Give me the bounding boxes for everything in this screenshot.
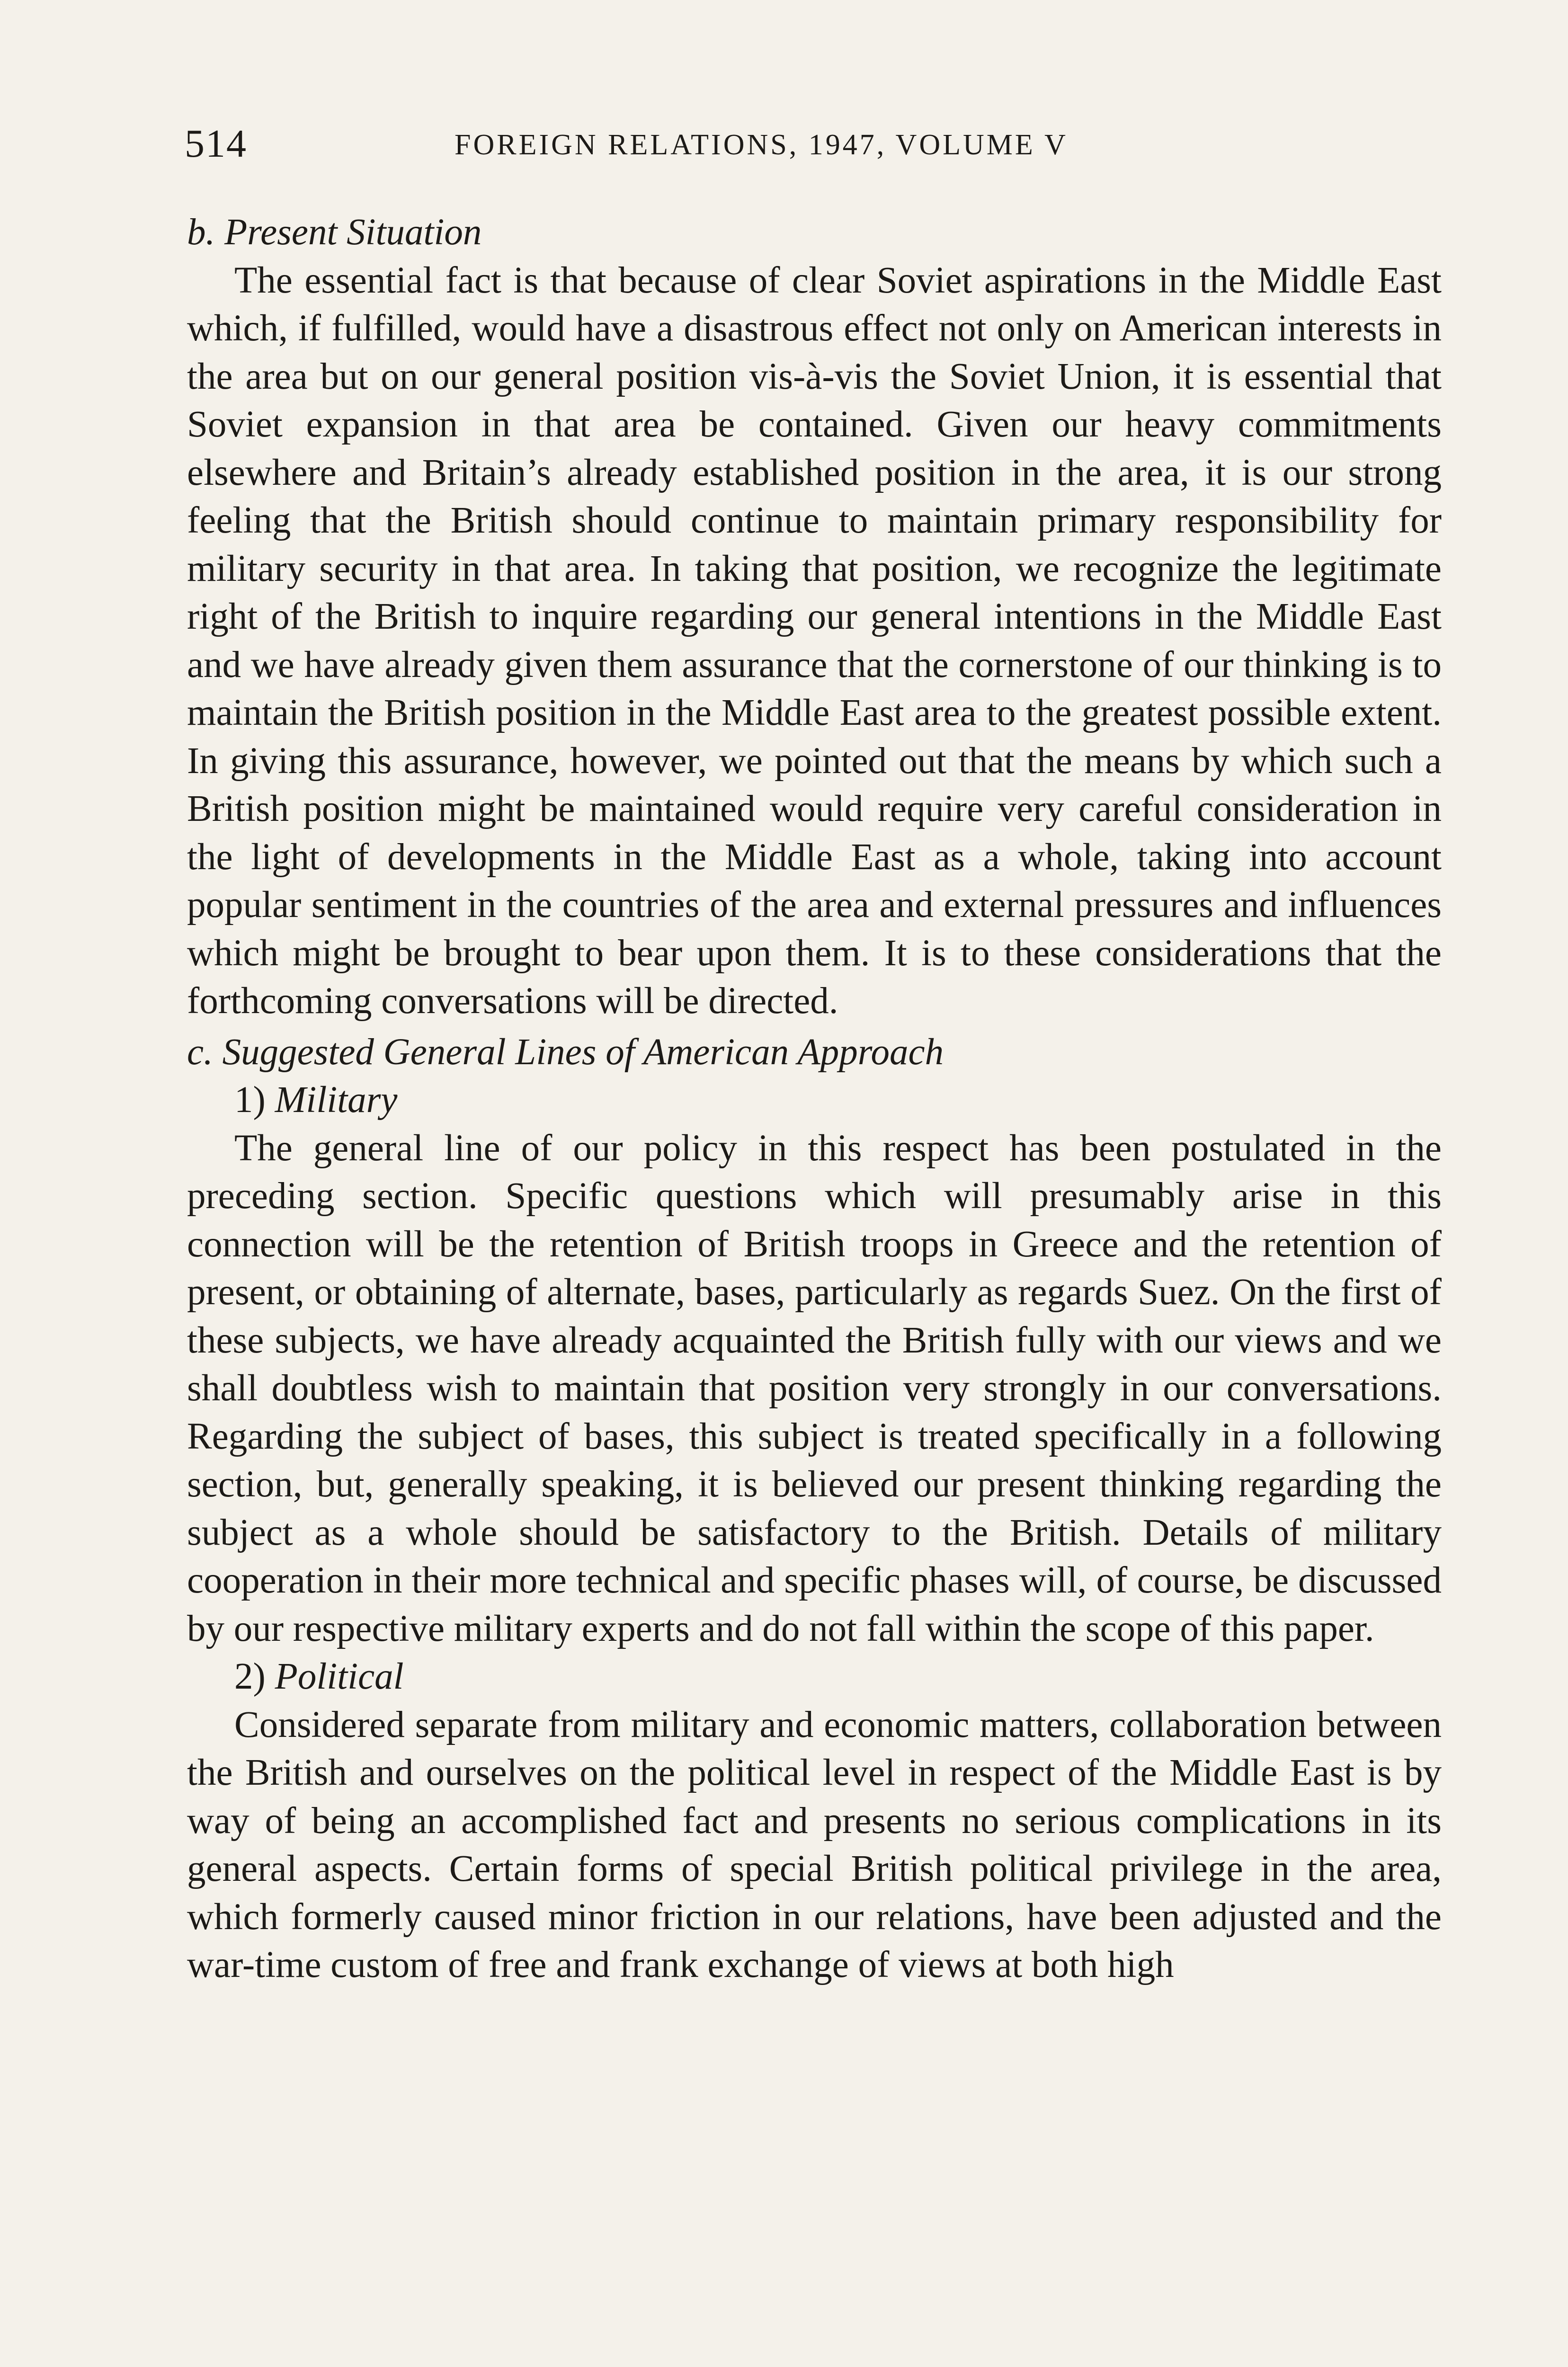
political-title: Political <box>275 1656 404 1697</box>
military-paragraph: The general line of our policy in this respect has been postulated in the preceding section. Specific questions which will presumably arise in this connection will be the retention of British troops in Greece and the retention of present, or obtaining of alternate, bases, particularly as regards Suez. On the first of these subjects, we have already acquainted the British fully with our views and we shall doubtless wish to maintain that position very strongly in our conversations. Regarding the subject of bases, this subject is treated specifically in a following section, but, generally speaking, it is believed our present thinking regarding the subject as a whole should be satisfactory to the British. Details of military cooperation in their more technical and specific phases will, of course, be discussed by our respective military experts and do not fall within the scope of this paper. <box>187 1127 1442 1649</box>
political-number: 2) <box>234 1656 266 1697</box>
political-paragraph: Considered separate from military and economic matters, collaboration between the British and ourselves on the political level in respect of the Middle East is by way of being an accomplished fact and presents no serious complications in its general aspects. Certain forms of special British political privilege in the area, which formerly caused minor friction in our relations, have been adjusted and the war-time custom of free and frank exchange of views at both high <box>187 1704 1442 1985</box>
page-number: 514 <box>185 122 247 166</box>
military-subheading <box>187 1076 1442 1124</box>
section-b-heading <box>187 208 1442 257</box>
military-number: 1) <box>234 1079 266 1121</box>
running-head: FOREIGN RELATIONS, 1947, VOLUME V <box>454 129 1068 161</box>
section-b-paragraph: The essential fact is that because of clear Soviet aspirations in the Middle East which, if fulfilled, would have a disastrous effect not only on American interests in the area but on our general position vis-à-vis the Soviet Union, it is essential that Soviet expansion in that area be contained. Given our heavy commitments elsewhere and Britain’s already established position in the area, it is our strong feeling that the British should continue to maintain primary responsibility for military security in that area. In taking that position, we recognize the legitimate right of the British to inquire regarding our general intentions in the Middle East and we have already given them assurance that the cornerstone of our thinking is to maintain the British position in the Middle East area to the greatest possible extent. In giving this assurance, however, we pointed out that the means by which such a British position might be maintained would require very careful consideration in the light of developments in the Middle East as a whole, taking into account popular sentiment in the countries of the area and external pressures and influences which might be brought to bear upon them. It is to these considerations that the forthcoming conversations will be directed. <box>187 259 1442 1022</box>
section-c-letter: c. <box>187 1031 213 1073</box>
page-body <box>187 208 1442 1989</box>
section-b-letter: b. <box>187 212 215 253</box>
military-title: Military <box>275 1079 398 1121</box>
section-c-title: Suggested General Lines of American Approach <box>222 1031 944 1073</box>
political-subheading <box>187 1653 1442 1701</box>
page-header <box>185 121 1444 173</box>
section-c-heading <box>187 1028 1442 1077</box>
section-b-title: Present Situation <box>224 212 482 253</box>
